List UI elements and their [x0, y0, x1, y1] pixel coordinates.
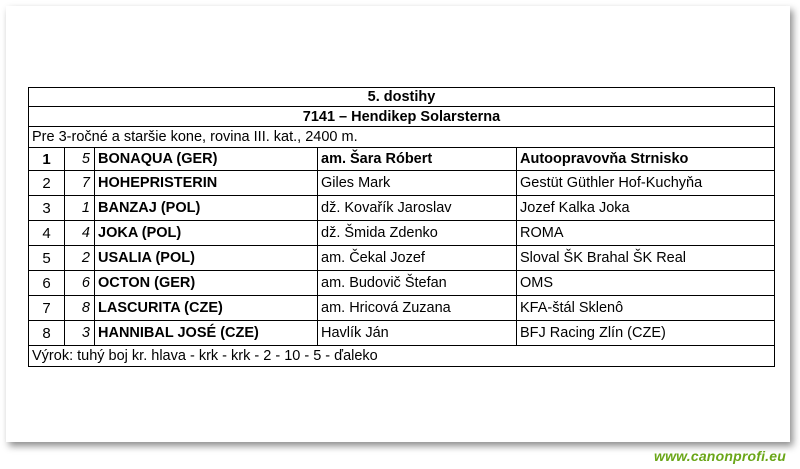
- race-verdict: Výrok: tuhý boj kr. hlava - krk - krk - 2 - 10 - 5 - ďaleko: [29, 346, 775, 367]
- race-results-table: [28, 87, 775, 367]
- result-row: [29, 321, 775, 346]
- race-name-row: [29, 107, 775, 127]
- result-number: 7: [65, 171, 95, 196]
- race-heading-row: [29, 88, 775, 107]
- result-horse: HANNIBAL JOSÉ (CZE): [95, 321, 318, 346]
- result-place: 7: [29, 296, 65, 321]
- result-number: 1: [65, 196, 95, 221]
- result-horse: USALIA (POL): [95, 246, 318, 271]
- result-row: [29, 171, 775, 196]
- result-horse: BANZAJ (POL): [95, 196, 318, 221]
- result-row: [29, 148, 775, 171]
- result-place: 6: [29, 271, 65, 296]
- result-place: 3: [29, 196, 65, 221]
- result-row: [29, 221, 775, 246]
- result-number: 6: [65, 271, 95, 296]
- result-owner: OMS: [517, 271, 775, 296]
- result-owner: Sloval ŠK Brahal ŠK Real: [517, 246, 775, 271]
- race-conditions: Pre 3-ročné a staršie kone, rovina III. kat., 2400 m.: [29, 127, 775, 148]
- result-owner: KFA-štál Sklenô: [517, 296, 775, 321]
- result-number: 3: [65, 321, 95, 346]
- result-jockey: dž. Šmida Zdenko: [318, 221, 517, 246]
- result-jockey: am. Hricová Zuzana: [318, 296, 517, 321]
- result-jockey: dž. Kovařík Jaroslav: [318, 196, 517, 221]
- result-jockey: Havlík Ján: [318, 321, 517, 346]
- result-number: 2: [65, 246, 95, 271]
- result-owner: BFJ Racing Zlín (CZE): [517, 321, 775, 346]
- result-jockey: am. Šara Róbert: [318, 148, 517, 171]
- result-place: 1: [29, 148, 65, 171]
- result-jockey: am. Čekal Jozef: [318, 246, 517, 271]
- result-owner: Autoopravovňa Strnisko: [517, 148, 775, 171]
- result-place: 8: [29, 321, 65, 346]
- race-verdict-row: [29, 346, 775, 367]
- race-conditions-row: [29, 127, 775, 148]
- result-place: 5: [29, 246, 65, 271]
- result-horse: LASCURITA (CZE): [95, 296, 318, 321]
- result-row: [29, 246, 775, 271]
- result-row: [29, 196, 775, 221]
- watermark-link[interactable]: www.canonprofi.eu: [654, 448, 786, 464]
- result-horse: OCTON (GER): [95, 271, 318, 296]
- result-place: 4: [29, 221, 65, 246]
- race-name: 7141 – Hendikep Solarsterna: [29, 107, 775, 127]
- result-owner: ROMA: [517, 221, 775, 246]
- result-number: 4: [65, 221, 95, 246]
- result-place: 2: [29, 171, 65, 196]
- result-row: [29, 271, 775, 296]
- result-number: 8: [65, 296, 95, 321]
- race-heading: 5. dostihy: [29, 88, 775, 107]
- result-horse: BONAQUA (GER): [95, 148, 318, 171]
- result-horse: HOHEPRISTERIN: [95, 171, 318, 196]
- result-owner: Jozef Kalka Joka: [517, 196, 775, 221]
- result-horse: JOKA (POL): [95, 221, 318, 246]
- result-number: 5: [65, 148, 95, 171]
- result-jockey: Giles Mark: [318, 171, 517, 196]
- result-jockey: am. Budovič Štefan: [318, 271, 517, 296]
- result-owner: Gestüt Güthler Hof-Kuchyňa: [517, 171, 775, 196]
- result-row: [29, 296, 775, 321]
